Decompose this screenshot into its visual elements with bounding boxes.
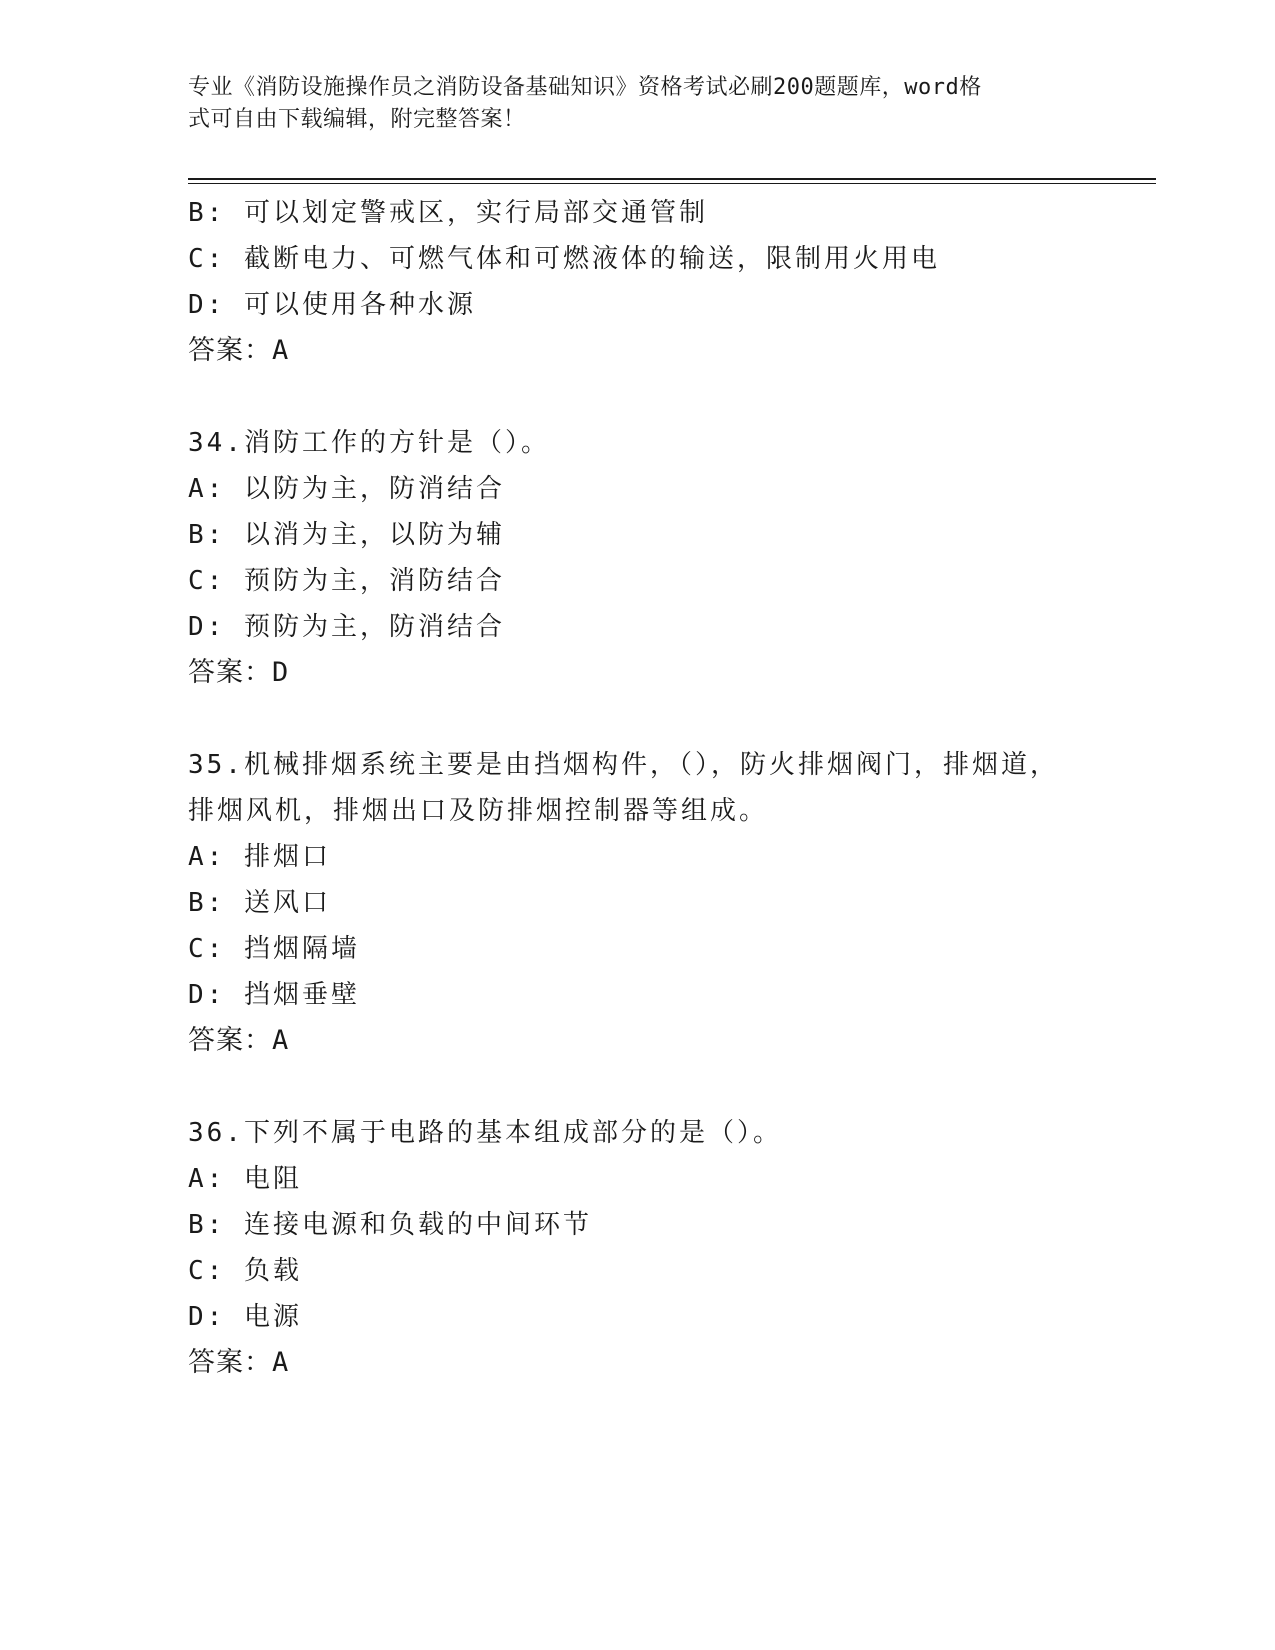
option-b: B: 可以划定警戒区，实行局部交通管制 bbox=[188, 198, 708, 228]
document-header bbox=[188, 72, 1088, 136]
header-divider-thin bbox=[188, 183, 1156, 184]
option-d: D: 可以使用各种水源 bbox=[188, 290, 476, 320]
option-c: C: 负载 bbox=[188, 1256, 302, 1286]
header-title-line-2: 式可自由下载编辑，附完整答案！ bbox=[188, 107, 526, 132]
spacer bbox=[188, 696, 1088, 742]
option-d: D: 预防为主，防消结合 bbox=[188, 612, 505, 642]
question-stem-line-1: 35.机械排烟系统主要是由挡烟构件，（），防火排烟阀门，排烟道， bbox=[188, 750, 1059, 780]
option-c: C: 截断电力、可燃气体和可燃液体的输送，限制用火用电 bbox=[188, 244, 940, 274]
question-stem: 36.下列不属于电路的基本组成部分的是（）。 bbox=[188, 1118, 782, 1148]
answer-line bbox=[188, 1340, 1088, 1386]
answer-line bbox=[188, 328, 1088, 374]
question-block-34 bbox=[188, 420, 1088, 696]
option-a: A: 电阻 bbox=[188, 1164, 302, 1194]
answer-value: D bbox=[272, 657, 290, 688]
header-divider bbox=[188, 178, 1156, 180]
option-c: C: 挡烟隔墙 bbox=[188, 934, 360, 964]
question-block-35 bbox=[188, 742, 1088, 1064]
answer-label: 答案： bbox=[188, 1025, 272, 1056]
answer-line bbox=[188, 1018, 1088, 1064]
answer-label: 答案： bbox=[188, 335, 272, 366]
option-b: B: 以消为主，以防为辅 bbox=[188, 520, 505, 550]
option-d: D: 电源 bbox=[188, 1302, 302, 1332]
answer-value: A bbox=[272, 1025, 290, 1056]
question-stem: 34.消防工作的方针是（）。 bbox=[188, 428, 550, 458]
spacer bbox=[188, 1064, 1088, 1110]
question-stem-line-2: 排烟风机，排烟出口及防排烟控制器等组成。 bbox=[188, 796, 769, 826]
answer-label: 答案： bbox=[188, 1347, 272, 1378]
question-block-33 bbox=[188, 190, 1088, 374]
question-list bbox=[188, 190, 1088, 1386]
spacer bbox=[188, 374, 1088, 420]
option-a: A: 排烟口 bbox=[188, 842, 331, 872]
option-d: D: 挡烟垂壁 bbox=[188, 980, 360, 1010]
answer-value: A bbox=[272, 1347, 290, 1378]
answer-label: 答案： bbox=[188, 657, 272, 688]
option-a: A: 以防为主，防消结合 bbox=[188, 474, 505, 504]
header-title-line-1: 专业《消防设施操作员之消防设备基础知识》资格考试必刷200题题库，word格 bbox=[188, 75, 982, 100]
option-b: B: 送风口 bbox=[188, 888, 331, 918]
question-block-36 bbox=[188, 1110, 1088, 1386]
option-c: C: 预防为主，消防结合 bbox=[188, 566, 505, 596]
answer-line bbox=[188, 650, 1088, 696]
answer-value: A bbox=[272, 335, 290, 366]
option-b: B: 连接电源和负载的中间环节 bbox=[188, 1210, 592, 1240]
